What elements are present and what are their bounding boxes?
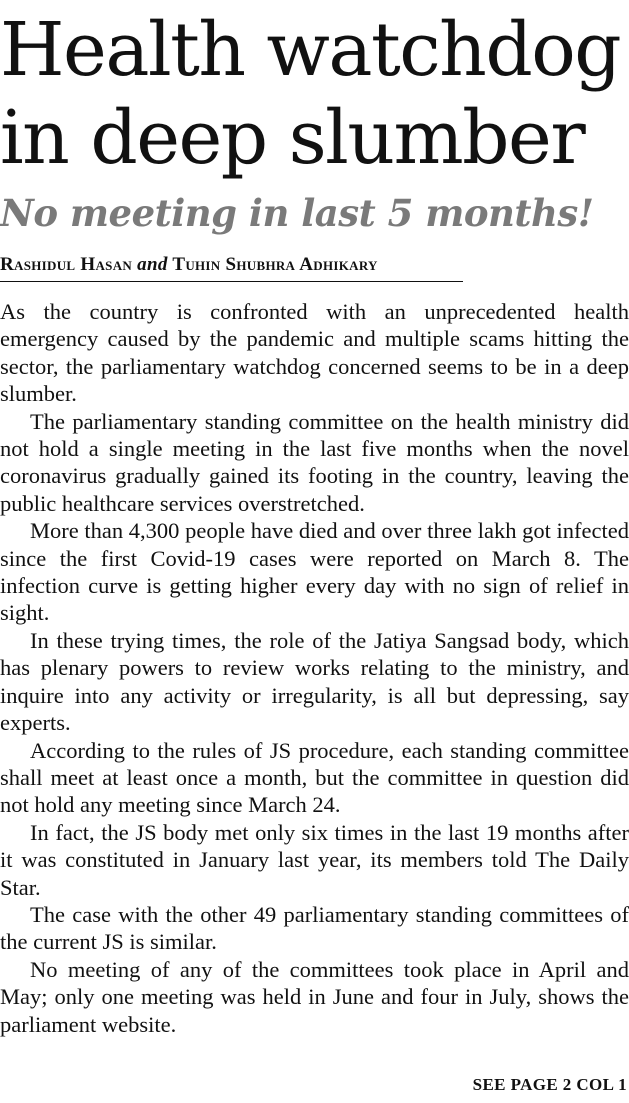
paragraph-3: More than 4,300 people have died and over three lakh got infected since the first Covid-19 cases were reported on March 8. The infection curve is getting higher every day with no sign of relief in sight. bbox=[0, 518, 629, 626]
headline-line-2: in deep slumber bbox=[0, 95, 585, 181]
paragraph-5: According to the rules of JS procedure, each standing committee shall meet at least once a month, but the committee in question did not hold any meeting since March 24. bbox=[0, 737, 629, 818]
paragraph-4: In these trying times, the role of the Jatiya Sangsad body, which has plenary powers to review works relating to the ministry, and inquire into any activity or irregularity, is all but depressing, say experts. bbox=[0, 627, 629, 736]
headline bbox=[0, 6, 629, 182]
paragraph-8: No meeting of any of the committees took place in April and May; only one meeting was held in June and four in July, shows the parliament website. bbox=[0, 956, 629, 1037]
byline-divider bbox=[0, 281, 463, 282]
paragraph-2: The parliamentary standing committee on the health ministry did not hold a single meeting in the last five months when the novel coronavirus gradually gained its footing in the country, leaving the public healthcare services overstretched. bbox=[0, 408, 629, 516]
byline bbox=[0, 252, 629, 278]
continuation-jump-line: SEE PAGE 2 COL 1 bbox=[472, 1075, 627, 1094]
byline-author-2: Tuhin Shubhra Adhikary bbox=[172, 254, 378, 275]
article-body bbox=[0, 298, 629, 1038]
byline-author-1: Rashidul Hasan bbox=[0, 254, 133, 275]
paragraph-7: The case with the other 49 parliamentary standing committees of the current JS is similar. bbox=[0, 901, 629, 955]
paragraph-1: As the country is confronted with an unprecedented health emergency caused by the pandemic and multiple scams hitting the sector, the parliamentary watchdog concerned seems to be in a deep slumber. bbox=[0, 299, 629, 407]
headline-line-1: Health watchdog bbox=[0, 7, 621, 93]
byline-conjunction: and bbox=[137, 254, 168, 275]
subheadline: No meeting in last 5 months! bbox=[0, 191, 594, 235]
paragraph-6: In fact, the JS body met only six times in the last 19 months after it was constituted in January last year, its members told The Daily Star. bbox=[0, 819, 629, 900]
